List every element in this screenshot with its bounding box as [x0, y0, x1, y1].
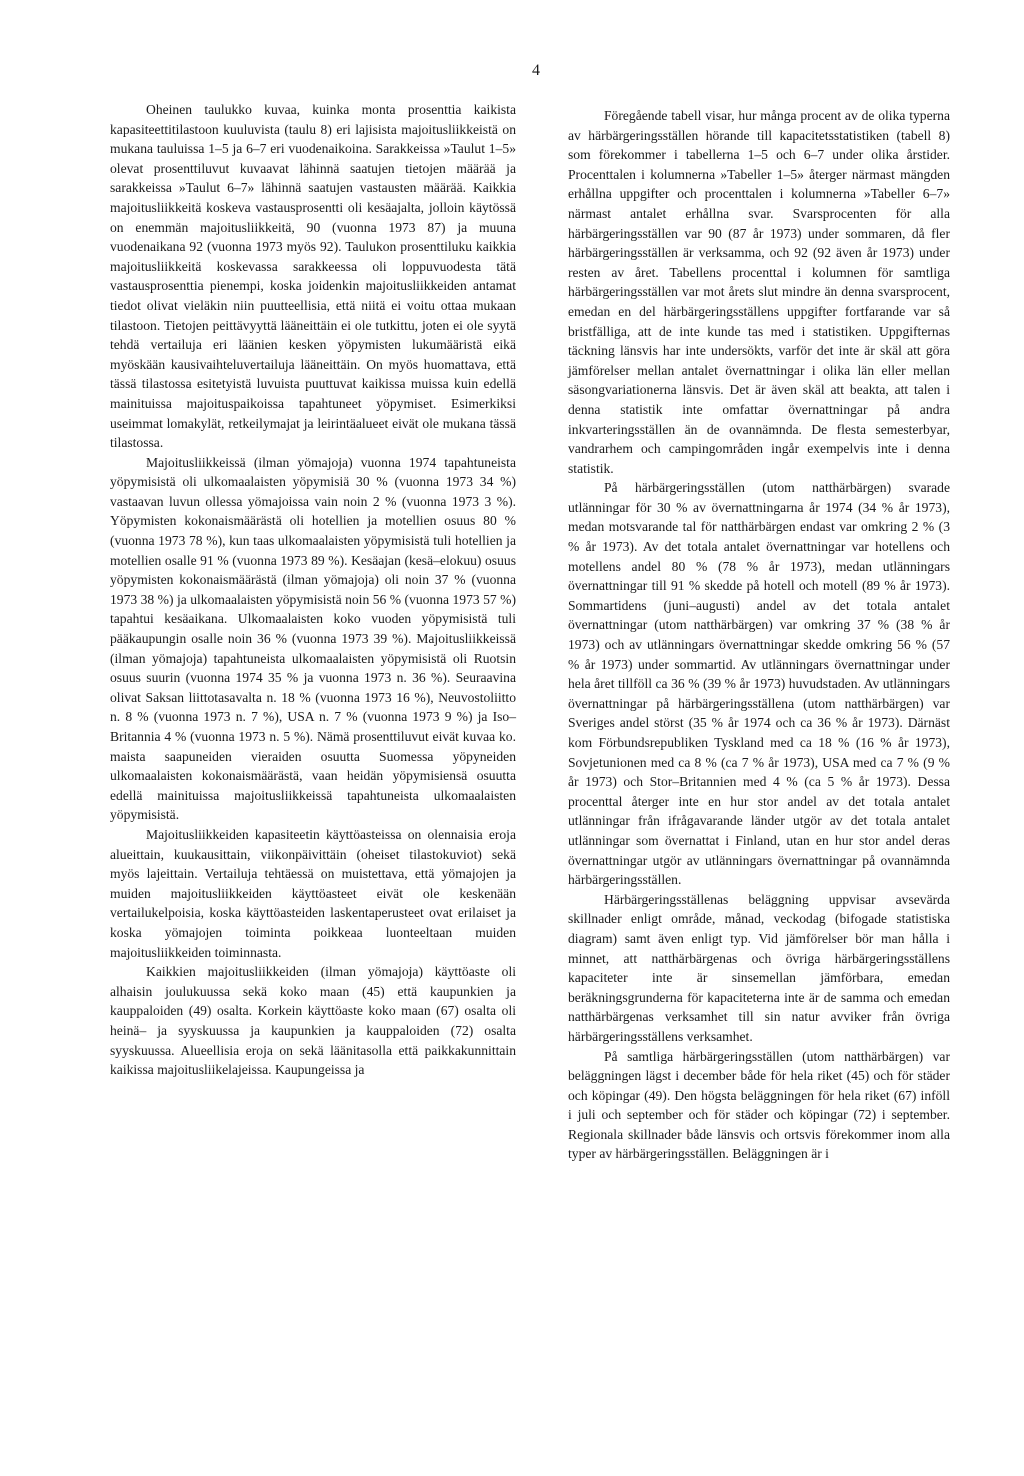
sv-paragraph-2: På härbärgeringsställen (utom natthärbärgen) svarade utlänningar för 30 % av övernattningarna år 1974 (34 % år 1973), medan motsvarande tal för natthärbärgen endast var omkring 2 % (3 % år 1973). Av det totala antalet övernattningar var hotellens och motellens andel 80 % (78 % år 1973), medan utlänningars övernattningar till 91 % skedde på hotell och motell (89 % år 1973). Sommartidens (juni–augusti) andel av det totala antalet övernattningar (utom natthärbärgen) var omkring 37 % (38 % år 1973) och av utlänningars övernattningar skedde omkring 56 % (57 % år 1973) under sommartid. Av utlänningars övernattningar under hela året tillföll ca 36 % (39 % år 1973) huvudstaden. Av utlänningars övernattningar på härbärgeringsställena (utom natthärbärgen) var Sveriges andel störst (35 % år 1974 och ca 36 % år 1973). Därnäst kom Förbundsrepubliken Tyskland med ca 18 % (16 % år 1973), Sovjetunionen med ca 8 % (ca 7 % år 1973), USA med ca 7 % (9 % år 1973) och Stor–Britannien med 4 % (ca 5 % år 1973). Dessa procenttal återger inte en hur stor andel av det totala antalet utlänningar från ifrågavarande länder utgör av det totala antalet utlänningar som övernattat i Finland, utan en hur stor andel deras övernattningar utgör av utlänningars övernattningar på ovannämnda härbärgeringsställen. — [568, 480, 950, 888]
fi-paragraph-3: Majoitusliikkeiden kapasiteetin käyttöasteissa on olennaisia eroja alueittain, kuukausittain, viikonpäivittäin (oheiset tilastokuviot) sekä myös lajeittain. Vertailuja tehtäessä on muistettava, että yömajojen ja muiden majoitusliikkeiden käyttöasteet eivät ole keskenään vertailukelpoisia, koska käyttöasteiden laskentaperusteet ovat erilaiset ja koska yömajojen toiminta poikkeaa luonteeltaan muiden majoitusliikkeiden toiminnasta. — [110, 826, 516, 960]
sv-paragraph-3: Härbärgeringsställenas beläggning uppvisar avsevärda skillnader enligt område, månad, veckodag (bifogade statistiska diagram) samt även enligt typ. Vid jämförelser bör man hålla i minnet, att natthärbärgenas och övriga härbärgeringsställens kapaciteter inte är sinsemellan jämförbara, emedan beräkningsgrunderna för kapaciteterna inte är de samma och emedan natthärbärgenas verksamhet till sin natur avviker från övriga härbärgeringsställens verksamhet. — [568, 891, 950, 1044]
swedish-text-column — [568, 106, 950, 1164]
page-number: 4 — [532, 62, 540, 79]
fi-paragraph-1: Oheinen taulukko kuvaa, kuinka monta prosenttia kaikista kapasiteettitilastoon kuuluvista (taulu 8) eri lajisista majoitusliikkeistä on mukana tauluissa 1–5 ja 6–7 eri vuodenaikoina. Sarakkeissa »Taulut 1–5» olevat prosenttiluvut kuvaavat lähinnä saatujen tietojen määrää ja sarakkeissa »Taulut 6–7» lähinnä saatujen vastausten määrää. Kaikkia majoitusliikkeitä koskeva vastausprosentti oli kesäajalta, jolloin käytössä on enemmän majoitusliikkeitä, 90 (vuonna 1973 87) ja muuna vuodenaikana 92 (vuonna 1973 myös 92). Taulukon prosenttiluku kaikkia majoitusliikkeitä koskevassa sarakkeessa oli loppuvuodesta tätä vastausprosenttia pienempi, koska joidenkin majoitusliikkeiden antamat tiedot olivat vieläkin niin puutteellisia, että niitä ei voitu ottaa mukaan tilastoon. Tietojen peittävyyttä lääneittäin ei ole tutkittu, joten ei ole syytä tehdä vertailuja eri läänien kesken yöpymisten lukumääristä eikä myöskään kausivaihteluvertailuja lääneittäin. On myös huomattava, että tässä tilastossa esitetyistä luvuista puuttuvat kaikissa muissa kuin edellä mainituissa majoituspaikoissa tapahtuneet yöpymiset. Esimerkiksi useimmat lomakylät, retkeilymajat ja leirintäalueet eivät ole mukana tässä tilastossa. — [110, 102, 516, 451]
sv-paragraph-1: Föregående tabell visar, hur många procent av de olika typerna av härbärgeringsställen hörande till kapacitetsstatistiken (tabell 8) som förekommer i tabellerna 1–5 och 6–7 under olika årstider. Procenttalen i kolumnerna »Tabeller 1–5» återger närmast mängden erhållna uppgifter och procenttalen i kolumnerna »Tabeller 6–7» närmast antalet erhållna svar. Svarsprocenten för alla härbärgeringsställen var 90 (87 år 1973) under sommaren, då fler härbärgeringsställen är verksamma, och 92 (92 även år 1973) under resten av året. Tabellens procenttal i kolumnen för samtliga härbärgeringsställen var mot årets slut mindre än denna svarsprocent, emedan en del härbärgeringsställens uppgifter fortfarande var så bristfälliga, att de inte kunde tas med i statistiken. Uppgifternas täckning länsvis har inte undersökts, varför det inte är skäl att göra jämförelser mellan antalet övernattningar i olika län eller mellan säsongvariationerna länsvis. Det är även skäl att beakta, att talen i denna statistik inte omfattar övernattningar på andra inkvarteringsställen än de ovannämnda. De flesta semesterbyar, vandrarhem och campingområden ingår exempelvis inte i denna statistik. — [568, 108, 950, 476]
finnish-text-column — [110, 100, 516, 1080]
sv-paragraph-4: På samtliga härbärgeringsställen (utom natthärbärgen) var beläggningen lägst i december både för hela riket (45) och för städer och köpingar (49). Den högsta beläggningen för hela riket (67) inföll i juli och september och för städer och köpingar (72) i september. Regionala skillnader både länsvis och ortsvis förekommer inom alla typer av härbärgeringsställen. Beläggningen är i — [568, 1048, 950, 1162]
fi-paragraph-4: Kaikkien majoitusliikkeiden (ilman yömajoja) käyttöaste oli alhaisin joulukuussa sekä koko maan (45) että kaupunkien ja kauppaloiden (49) osalta. Korkein käyttöaste koko maan (67) osalta oli heinä– ja syyskuussa ja kaupunkien ja kauppaloiden (72) osalta syyskuussa. Alueellisia eroja on sekä läänitasolla että paikkakunnittain kaikissa majoitusliikelajeissa. Kaupungeissa ja — [110, 964, 516, 1078]
fi-paragraph-2: Majoitusliikkeissä (ilman yömajoja) vuonna 1974 tapahtuneista yöpymisistä oli ulkomaalaisten yöpymisiä 30 % (vuonna 1973 34 %) vastaavan luvun ollessa yömajoissa vain noin 2 % (vuonna 1973 3 %). Yöpymisten kokonaismäärästä oli hotellien ja motellien osuus 80 % (vuonna 1973 78 %), kun taas ulkomaalaisten yöpymisistä tuli hotellien ja motellien osalle 91 % (vuonna 1973 89 %). Kesäajan (kesä–elokuu) osuus yöpymisten kokonaismäärästä (ilman yömajoja) oli noin 37 % (vuonna 1973 38 %) ja ulkomaalaisten yöpymisistä noin 56 % (vuonna 1973 57 %) tapahtui kesäaikana. Ulkomaalaisten koko vuoden yöpymisistä tuli pääkaupungin osalle noin 36 % (vuonna 1973 39 %). Majoitusliikkeissä (ilman yömajoja) tapahtuneista ulkomaalaisten yöpymisistä oli Ruotsin osuus suurin (vuonna 1974 35 % ja vuonna 1973 n. 36 %). Seuraavina olivat Saksan liittotasavalta n. 18 % (vuonna 1973 16 %), Neuvostoliitto n. 8 % (vuonna 1973 n. 7 %), USA n. 7 % (vuonna 1973 9 %) ja Iso–Britannia 4 % (vuonna 1973 n. 5 %). Nämä prosenttiluvut eivät kuvaa ko. maista saapuneiden vieraiden osuutta Suomessa yöpyneiden ulkomaalaisten kokonaismäärästä, vaan heidän yöpymisiensä osuutta edellä mainituissa majoitusliikkeissä tapahtuneista ulkomaalaisten yöpymisistä. — [110, 454, 516, 823]
